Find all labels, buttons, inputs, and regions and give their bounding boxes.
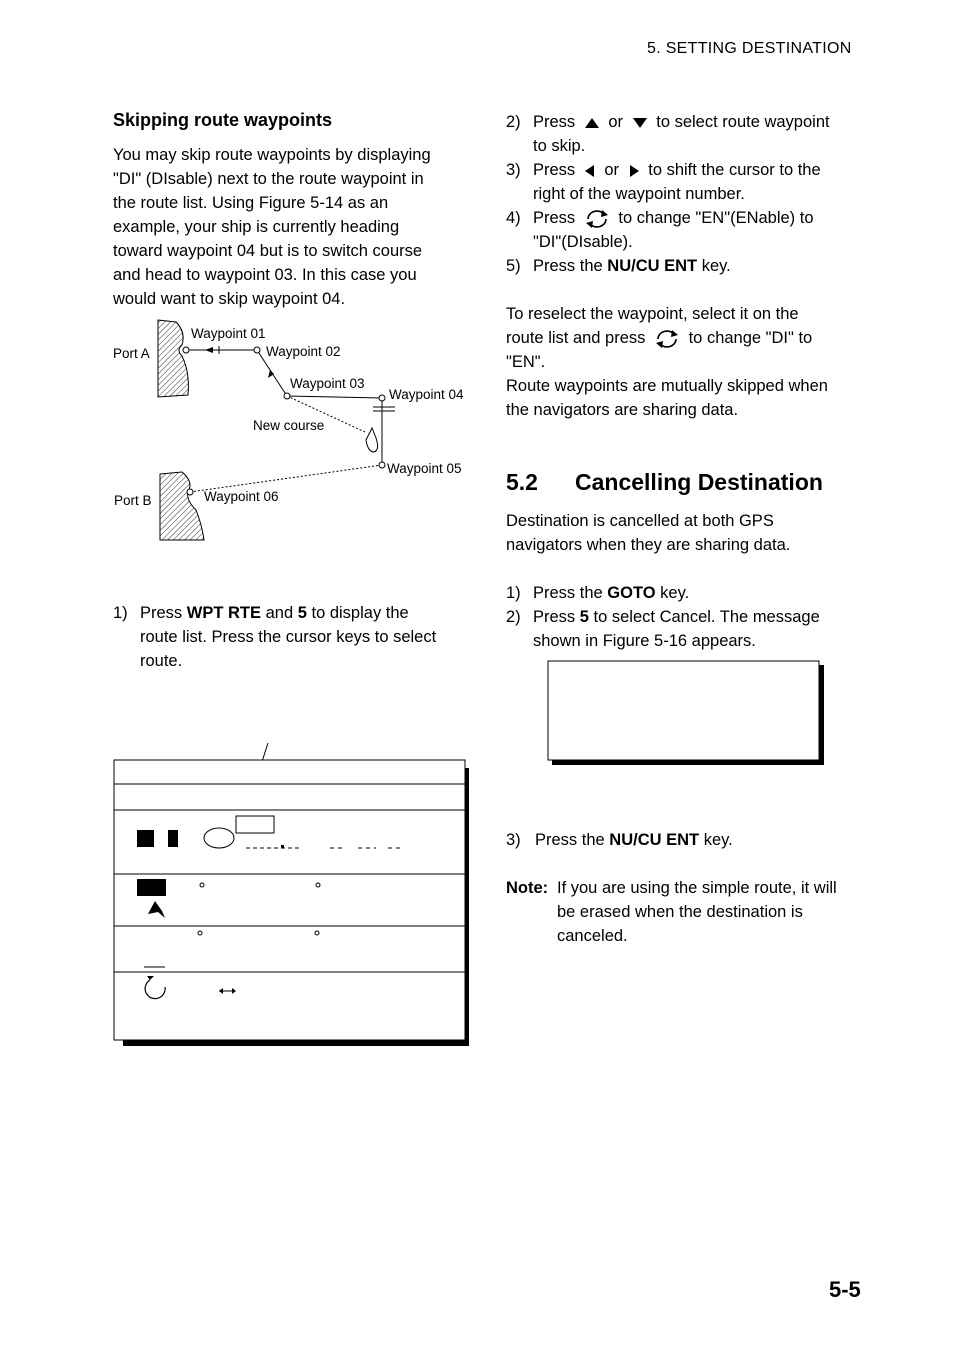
step-4 [506,206,866,254]
cancel-step-1 [506,581,866,605]
step-number: 3) [506,831,521,849]
step-line: Press WPT RTE and 5 to display the [140,604,409,622]
port-b-coast [160,472,204,540]
route-diagram [105,315,480,545]
text-line: would want to skip waypoint 04. [113,290,346,308]
route-list-screen [110,740,475,1050]
triangle-up-icon [580,115,604,131]
key-5: 5 [579,608,589,626]
waypoint-05-label: Waypoint 05 [387,461,462,476]
cancel-step-2 [506,605,866,653]
text-line: You may skip route waypoints by displaying [113,146,431,164]
step-line: Press or to shift the cursor to the [533,161,821,179]
intro-paragraph [113,143,463,311]
step-number: 5) [506,257,521,275]
waypoint-04-label: Waypoint 04 [389,387,464,402]
note-label: Note: [506,879,549,897]
step-2 [506,110,866,158]
waypoint-05-marker [379,462,385,468]
step-line: to skip. [533,137,586,155]
step-line: "DI"(DIsable). [533,233,633,251]
text-line: navigators when they are sharing data. [506,536,791,554]
step-line: right of the waypoint number. [533,185,745,203]
step-5 [506,254,866,278]
step-line: shown in Figure 5-16 appears. [533,632,756,650]
triangle-left-icon [580,163,600,179]
page-number: 5-5 [829,1277,861,1302]
step-number: 1) [506,584,521,602]
text-line: the navigators are sharing data. [506,401,739,419]
step-line: Press to change "EN"(ENable) to [533,209,814,227]
key-5: 5 [297,604,307,622]
note [506,876,866,948]
step-number: 3) [506,161,521,179]
waypoint-02-label: Waypoint 02 [266,344,341,359]
triangle-down-icon [628,115,652,131]
step-line: Press the NU/CU ENT key. [535,831,733,849]
text-line: Destination is cancelled at both GPS [506,512,774,530]
text-line: route list and press to change "DI" to [506,329,813,347]
key-nu-cu-ent: NU/CU ENT [609,831,700,849]
text-line: be erased when the destination is [557,903,803,921]
step-line: Press or to select route waypoint [533,113,830,131]
refresh-icon [580,209,614,229]
new-course-label: New course [253,418,325,433]
waypoint-06-label: Waypoint 06 [204,489,279,504]
step-line: Press 5 to select Cancel. The message [533,608,820,626]
step-line: route list. Press the cursor keys to select [140,628,437,646]
text-line: canceled. [557,927,628,945]
text-line: To reselect the waypoint, select it on the [506,305,799,323]
text-line: If you are using the simple route, it will [557,879,837,897]
step-line: route. [140,652,183,670]
step-line: Press the GOTO key. [533,584,690,602]
waypoint-03-marker [284,393,290,399]
section-number: 5.2 [506,469,538,495]
section-title: Cancelling Destination [575,469,823,495]
key-goto: GOTO [607,584,656,602]
step-number: 4) [506,209,521,227]
step-1 [113,601,473,673]
text-line: and head to waypoint 03. In this case you [113,266,417,284]
ship-icon [366,428,378,452]
waypoint-01-label: Waypoint 01 [191,326,266,341]
cancel-intro [506,509,866,557]
port-b-label: Port B [114,493,152,508]
waypoint-02-marker [254,347,260,353]
cancel-message-box [545,658,830,768]
subsection-heading: Skipping route waypoints [113,110,333,130]
waypoint-01-marker [183,347,189,353]
waypoint-06-marker [187,489,193,495]
step-number: 2) [506,608,521,626]
port-a-label: Port A [113,346,150,361]
port-a-coast [158,320,188,397]
text-line: "DI" (DIsable) next to the route waypoint in [113,170,424,188]
refresh-icon [650,329,684,349]
waypoint-03-label: Waypoint 03 [290,376,365,391]
text-line: example, your ship is currently heading [113,218,400,236]
text-line: toward waypoint 04 but is to switch course [113,242,423,260]
step-line: Press the NU/CU ENT key. [533,257,731,275]
step-number: 2) [506,113,521,131]
key-nu-cu-ent: NU/CU ENT [607,257,698,275]
text-line: the route list. Using Figure 5-14 as an [113,194,389,212]
text-line: "EN". [506,353,546,371]
key-wpt-rte: WPT RTE [186,604,262,622]
triangle-right-icon [624,163,644,179]
step-number: 1) [113,604,128,622]
step-3 [506,158,866,206]
chapter-header: 5. SETTING DESTINATION [647,40,852,57]
text-line: Route waypoints are mutually skipped when [506,377,828,395]
waypoint-04-marker [379,395,385,401]
reselect-paragraph [506,302,866,422]
cancel-step-3 [506,828,866,852]
